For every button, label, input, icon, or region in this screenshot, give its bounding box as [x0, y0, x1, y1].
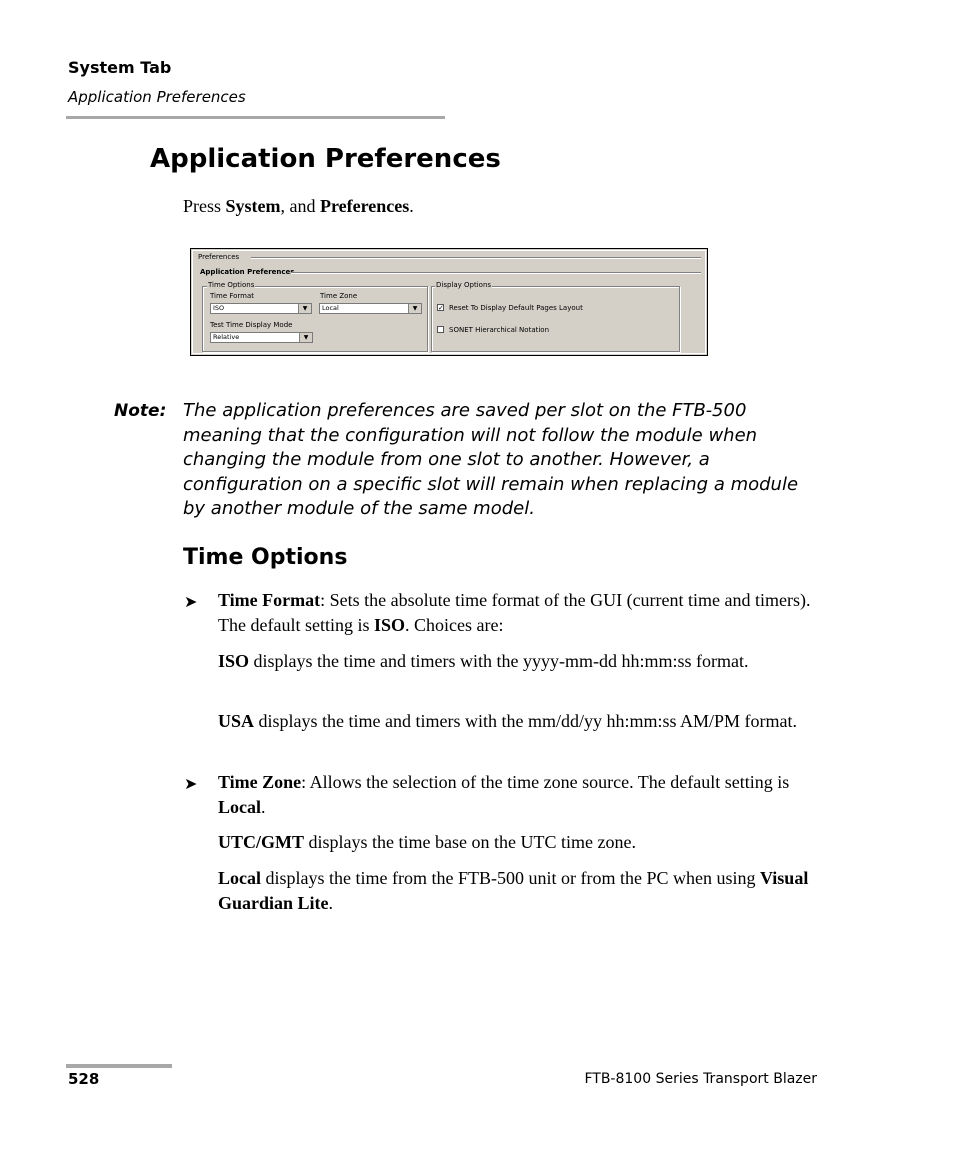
- sonet-notation-checkbox[interactable]: [437, 326, 444, 333]
- time-format-label: Time Format: [210, 292, 255, 300]
- chevron-down-icon[interactable]: ▼: [299, 333, 312, 342]
- local-desc-end: .: [328, 892, 334, 913]
- page-number: 528: [68, 1070, 100, 1088]
- test-time-select[interactable]: [210, 332, 313, 343]
- time-format-term: Time Format: [218, 590, 321, 610]
- time-zone-value: Local: [322, 304, 339, 312]
- usa-term: USA: [218, 711, 255, 731]
- display-options-group: [431, 286, 680, 352]
- time-zone-select[interactable]: [319, 303, 422, 314]
- local-paragraph: [218, 866, 828, 915]
- time-format-desc: : Sets the absolute time format of the GUI (current time and timers). The default setting is: [218, 590, 811, 635]
- time-zone-label: Time Zone: [320, 292, 358, 300]
- intro-paragraph: [183, 196, 414, 217]
- utc-desc: displays the time base on the UTC time zone.: [304, 832, 636, 852]
- time-format-default: ISO: [373, 614, 405, 635]
- time-zone-default: Local: [218, 796, 261, 817]
- intro-system: System: [225, 196, 281, 216]
- time-format-desc-end: . Choices are:: [405, 614, 504, 635]
- time-format-paragraph: [218, 588, 828, 637]
- time-options-title: Time Options: [208, 281, 255, 289]
- group-title: Application Preferences: [200, 268, 295, 276]
- usa-paragraph: [218, 709, 828, 734]
- reset-layout-checkbox[interactable]: ✓: [438, 304, 444, 312]
- chevron-down-icon[interactable]: ▼: [298, 304, 311, 313]
- footer-title: FTB-8100 Series Transport Blazer: [584, 1071, 817, 1087]
- note-label: Note:: [114, 401, 167, 421]
- intro-preferences: Preferences: [320, 196, 410, 216]
- chevron-down-icon[interactable]: ▼: [408, 304, 421, 313]
- bullet-arrow-icon: ➤: [184, 776, 198, 793]
- iso-paragraph: [218, 649, 828, 674]
- time-zone-desc: : Allows the selection of the time zone source. The default setting is: [301, 772, 790, 792]
- note-text: The application preferences are saved per slot on the FTB-500 meaning that the configuration will not follow the module when changing the module from one slot to another. However, a configuration on a specific slot will remain when replacing a module by another module of the same model.: [183, 400, 799, 520]
- header-rule: [66, 116, 445, 119]
- reset-layout-label: Reset To Display Default Pages Layout: [449, 304, 583, 312]
- utc-paragraph: [218, 830, 828, 855]
- intro-mid: , and: [280, 196, 321, 216]
- time-zone-paragraph: [218, 770, 828, 819]
- iso-term: ISO: [218, 651, 250, 671]
- subsection-header: Application Preferences: [68, 88, 246, 106]
- group-title-line: [291, 272, 701, 274]
- time-zone-term: Time Zone: [218, 772, 302, 792]
- usa-desc: displays the time and timers with the mm/dd/yy hh:mm:ss AM/PM format.: [254, 711, 797, 731]
- time-format-select[interactable]: [210, 303, 312, 314]
- iso-desc: displays the time and timers with the yyyy-mm-dd hh:mm:ss format.: [249, 651, 749, 671]
- test-time-value: Relative: [213, 333, 240, 341]
- frame-title: Preferences: [198, 253, 240, 261]
- visual-guardian-lite: Visual Guardian Lite: [218, 868, 809, 913]
- local-desc: displays the time from the FTB-500 unit or from the PC when using: [261, 868, 760, 888]
- footer-rule: [66, 1064, 172, 1068]
- intro-prefix: Press: [183, 196, 226, 216]
- bullet-arrow-icon: ➤: [184, 594, 198, 611]
- preferences-dialog: [190, 248, 708, 356]
- utc-term: UTC/GMT: [218, 832, 305, 852]
- section-header: System Tab: [68, 58, 172, 77]
- sonet-notation-label: SONET Hierarchical Notation: [449, 326, 550, 334]
- page-title: Application Preferences: [150, 144, 501, 174]
- display-options-title: Display Options: [436, 281, 492, 289]
- local-term: Local: [218, 868, 261, 888]
- frame-title-line: [251, 257, 701, 259]
- intro-suffix: .: [409, 196, 414, 216]
- test-time-label: Test Time Display Mode: [210, 321, 293, 329]
- time-zone-desc-end: .: [261, 796, 266, 817]
- time-options-heading: Time Options: [183, 545, 348, 570]
- time-format-value: ISO: [213, 304, 225, 312]
